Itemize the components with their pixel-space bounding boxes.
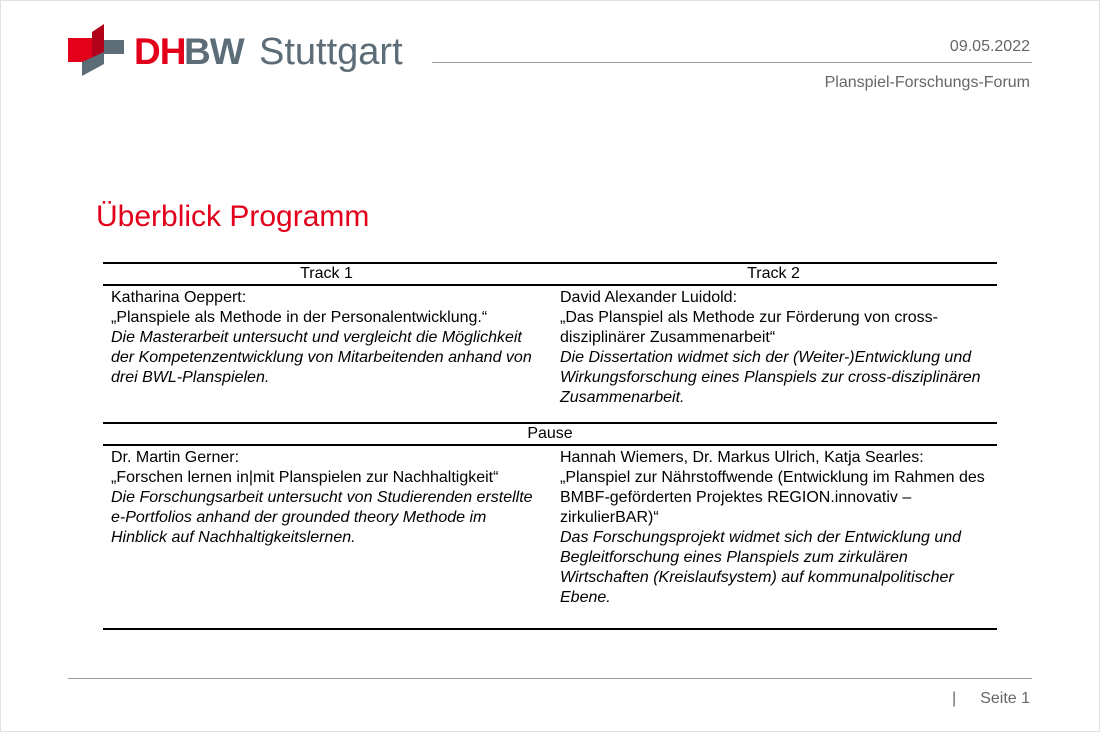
- speaker: Hannah Wiemers, Dr. Markus Ulrich, Katja Searles:: [560, 449, 924, 466]
- talk-description: Die Masterarbeit untersucht und vergleicht die Möglichkeit der Kompetenzentwicklung von Mitarbeitenden anhand von drei BWL-Planspielen.: [111, 329, 532, 386]
- talk-title: „Planspiel zur Nährstoffwende (Entwicklung im Rahmen des BMBF-geförderten Projektes REGION.innovativ – zirkulierBAR)“: [560, 469, 985, 526]
- track-2-session-2: [550, 448, 997, 628]
- page-title: Überblick Programm: [96, 200, 370, 233]
- session-row-1: [103, 286, 997, 422]
- table-bottom-rule: [103, 628, 997, 630]
- logo-text-city: Stuttgart: [259, 31, 403, 73]
- track-2-session-1: [550, 288, 997, 422]
- talk-title: „Das Planspiel als Methode zur Förderung von cross-disziplinärer Zusammenarbeit“: [560, 309, 938, 346]
- page-number: Seite 1: [980, 690, 1030, 707]
- program-table: [103, 262, 997, 630]
- logo-text-bw: BW: [184, 31, 244, 72]
- talk-description: Die Dissertation widmet sich der (Weiter-)Entwicklung und Wirkungsforschung eines Planspiels zur cross-disziplinären Zusammenarbeit.: [560, 349, 981, 406]
- session-row-2: [103, 446, 997, 628]
- track-1-session-1: [103, 288, 550, 422]
- speaker: David Alexander Luidold:: [560, 289, 738, 306]
- track-1-session-2: [103, 448, 550, 628]
- header-track-1: Track 1: [300, 265, 353, 282]
- talk-description: Die Forschungsarbeit untersucht von Studierenden erstellte e-Portfolios anhand der grounded theory Methode im Hinblick auf Nachhaltigkeitslernen.: [111, 489, 533, 546]
- footer-divider: [68, 678, 1032, 679]
- table-header-row: [103, 264, 997, 284]
- talk-description: Das Forschungsprojekt widmet sich der Entwicklung und Begleitforschung eines Planspiels zum zirkulären Wirtschaften (Kreislaufsystem) auf kommunalpolitischer Ebene.: [560, 529, 962, 606]
- dhbw-logo-mark: [68, 24, 124, 76]
- speaker: Katharina Oeppert:: [111, 289, 247, 306]
- header-track-2: Track 2: [747, 265, 800, 282]
- logo-text-dh: DH: [134, 31, 186, 72]
- slide-date: 09.05.2022: [949, 38, 1030, 55]
- header-divider: [432, 62, 1032, 63]
- footer-separator: |: [952, 690, 957, 707]
- speaker: Dr. Martin Gerner:: [111, 449, 240, 466]
- talk-title: „Planspiele als Methode in der Personalentwicklung.“: [111, 309, 488, 326]
- talk-title: „Forschen lernen in|mit Planspielen zur Nachhaltigkeit“: [111, 469, 499, 486]
- pause-row: Pause: [527, 425, 573, 442]
- event-name: Planspiel-Forschungs-Forum: [824, 74, 1030, 91]
